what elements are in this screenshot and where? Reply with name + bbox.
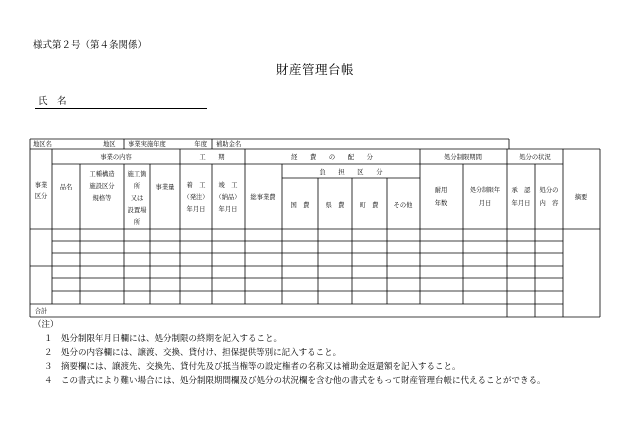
note-2-text: 処分の内容欄には、譲渡、交換、貸付け、担保提供等別に記入すること。 bbox=[61, 348, 342, 358]
note-1-text: 処分制限年月日欄には、処分制限の終期を記入すること。 bbox=[61, 334, 283, 344]
finish-header-2: （納品） bbox=[215, 194, 241, 201]
start-header-3: 年月日 bbox=[186, 206, 206, 213]
total-cost-header: 総事業費 bbox=[250, 194, 276, 201]
prefectural-cost-header: 県 費 bbox=[325, 202, 345, 209]
work-location-header-4: 設置場 bbox=[127, 207, 147, 214]
fiscal-year-label: 年度 bbox=[194, 141, 207, 148]
disposal-content-header-1: 処分の bbox=[539, 187, 559, 194]
restriction-date-header-2: 月日 bbox=[478, 200, 492, 207]
item-name-header: 品名 bbox=[59, 184, 73, 191]
project-qty-header: 事業量 bbox=[155, 184, 175, 191]
other-cost-header: その他 bbox=[393, 202, 413, 209]
work-type-header-2: 施設区分 bbox=[89, 183, 115, 190]
start-header-2: （発注） bbox=[183, 194, 209, 201]
restriction-date-header-1: 処分制限年 bbox=[469, 187, 501, 194]
name-label: 氏 名 bbox=[38, 96, 67, 107]
total-row-label: 合計 bbox=[34, 308, 48, 315]
municipal-cost-header: 町 費 bbox=[359, 202, 379, 209]
district-label: 地区 bbox=[103, 141, 116, 148]
work-location-header-3: 又は bbox=[130, 195, 144, 202]
notes-heading: （注） bbox=[33, 320, 59, 330]
approval-header-2: 年月日 bbox=[511, 200, 531, 207]
note-3-number: ３ bbox=[44, 362, 53, 372]
project-no-header-1: 事業 bbox=[34, 182, 48, 189]
subsidy-name-label: 補助金名 bbox=[216, 141, 242, 148]
disposal-status-header: 処分の状況 bbox=[519, 154, 551, 161]
form-number: 様式第２号（第４条関係） bbox=[33, 40, 148, 51]
summary-header: 摘要 bbox=[574, 194, 588, 201]
work-type-header-3: 規格等 bbox=[92, 195, 112, 202]
period-header: 工 期 bbox=[199, 154, 225, 161]
start-header-1: 着 工 bbox=[186, 182, 206, 189]
note-4-number: ４ bbox=[44, 376, 53, 386]
note-2-number: ２ bbox=[44, 348, 53, 358]
burden-header: 負 担 区 分 bbox=[319, 169, 383, 176]
note-3-text: 摘要欄には、譲渡先、交換先、貸付先及び抵当権等の設定権者の名称又は補助金返還額を記入すること。 bbox=[61, 362, 461, 372]
restriction-period-header: 処分制限期間 bbox=[444, 154, 482, 161]
useful-years-header-2: 年数 bbox=[434, 200, 448, 207]
national-cost-header: 国 費 bbox=[290, 202, 310, 209]
cost-allocation-header: 経 費 の 配 分 bbox=[291, 154, 373, 161]
project-year-label: 事業実施年度 bbox=[128, 141, 166, 148]
note-4-text: この書式により難い場合には、処分制限期間欄及び処分の状況欄を含む他の書式をもって財産管理台帳に代えることができる。 bbox=[61, 376, 546, 386]
work-location-header-5: 所 bbox=[133, 219, 141, 226]
disposal-content-header-2: 内 容 bbox=[539, 200, 559, 207]
work-location-header-2: 所 bbox=[133, 183, 141, 190]
finish-header-3: 年月日 bbox=[218, 206, 238, 213]
work-type-header-1: 工種構造 bbox=[89, 171, 115, 178]
document-title: 財産管理台帳 bbox=[275, 62, 354, 77]
approval-header-1: 承 認 bbox=[511, 187, 531, 194]
finish-header-1: 竣 工 bbox=[218, 182, 238, 189]
useful-years-header-1: 耐用 bbox=[434, 187, 448, 194]
district-name-label: 地区名 bbox=[33, 141, 52, 148]
note-1-number: １ bbox=[44, 334, 53, 344]
work-location-header-1: 施工箇 bbox=[127, 171, 147, 178]
project-no-header-2: 区分 bbox=[34, 193, 48, 200]
project-content-header: 事業の内容 bbox=[100, 154, 132, 161]
